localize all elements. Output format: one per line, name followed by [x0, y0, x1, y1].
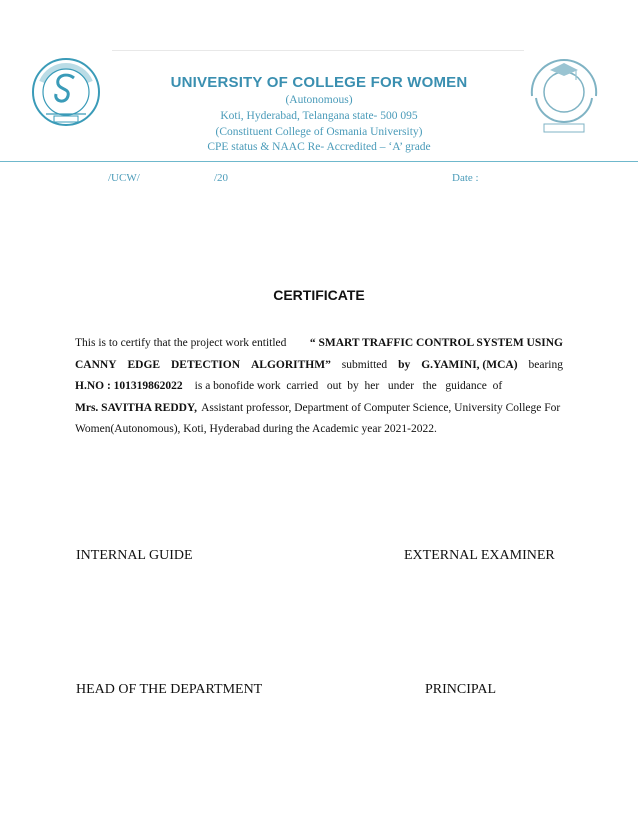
project-title-word: EDGE [127, 358, 161, 371]
project-title-word: CANNY [75, 358, 117, 371]
project-title: “ SMART TRAFFIC CONTROL SYSTEM USING [309, 337, 563, 349]
ref-year: /20 [214, 172, 229, 184]
body-line-3 [75, 376, 563, 398]
hall-ticket-number: H.NO : 101319862022 [75, 380, 183, 392]
constituent-label: (Constituent College of Osmania University) [215, 126, 423, 138]
student-name: G.YAMINI, (MCA) [421, 358, 518, 371]
body-text-bold: by [398, 358, 411, 371]
body-text: bearing [528, 358, 563, 371]
project-title-word: ALGORITHM” [250, 358, 331, 371]
internal-guide-label: INTERNAL GUIDE [76, 548, 193, 563]
ref-date: Date : [452, 172, 479, 184]
accreditation-label: CPE status & NAAC Re- Accredited – ‘A’ grade [207, 141, 431, 153]
certificate-body [75, 333, 563, 441]
body-text: submitted [341, 358, 388, 371]
body-line-2 [75, 355, 563, 377]
ref-ucw: /UCW/ [108, 172, 140, 184]
body-text: Women(Autonomous), Koti, Hyderabad during the Academic year 2021-2022. [75, 423, 437, 435]
autonomous-label: (Autonomous) [285, 94, 353, 106]
external-examiner-label: EXTERNAL EXAMINER [404, 548, 555, 563]
hod-label: HEAD OF THE DEPARTMENT [76, 682, 263, 697]
project-title-word: DETECTION [171, 358, 241, 371]
principal-label: PRINCIPAL [425, 682, 497, 697]
body-line-4 [75, 398, 563, 420]
body-line-5 [75, 419, 563, 441]
college-address: Koti, Hyderabad, Telangana state- 500 095 [220, 110, 418, 122]
certificate-title: CERTIFICATE [273, 287, 365, 303]
college-title: UNIVERSITY OF COLLEGE FOR WOMEN [170, 74, 468, 91]
body-text: is a bonofide work carried out by her under the guidance of [194, 380, 503, 392]
body-text: This is to certify that the project work entitled [75, 337, 287, 349]
header-divider [0, 161, 638, 162]
body-text: Assistant professor, Department of Computer Science, University College For [201, 401, 561, 414]
top-rule [112, 50, 524, 51]
guide-name: Mrs. SAVITHA REDDY, [75, 401, 198, 414]
body-line-1 [75, 333, 563, 355]
